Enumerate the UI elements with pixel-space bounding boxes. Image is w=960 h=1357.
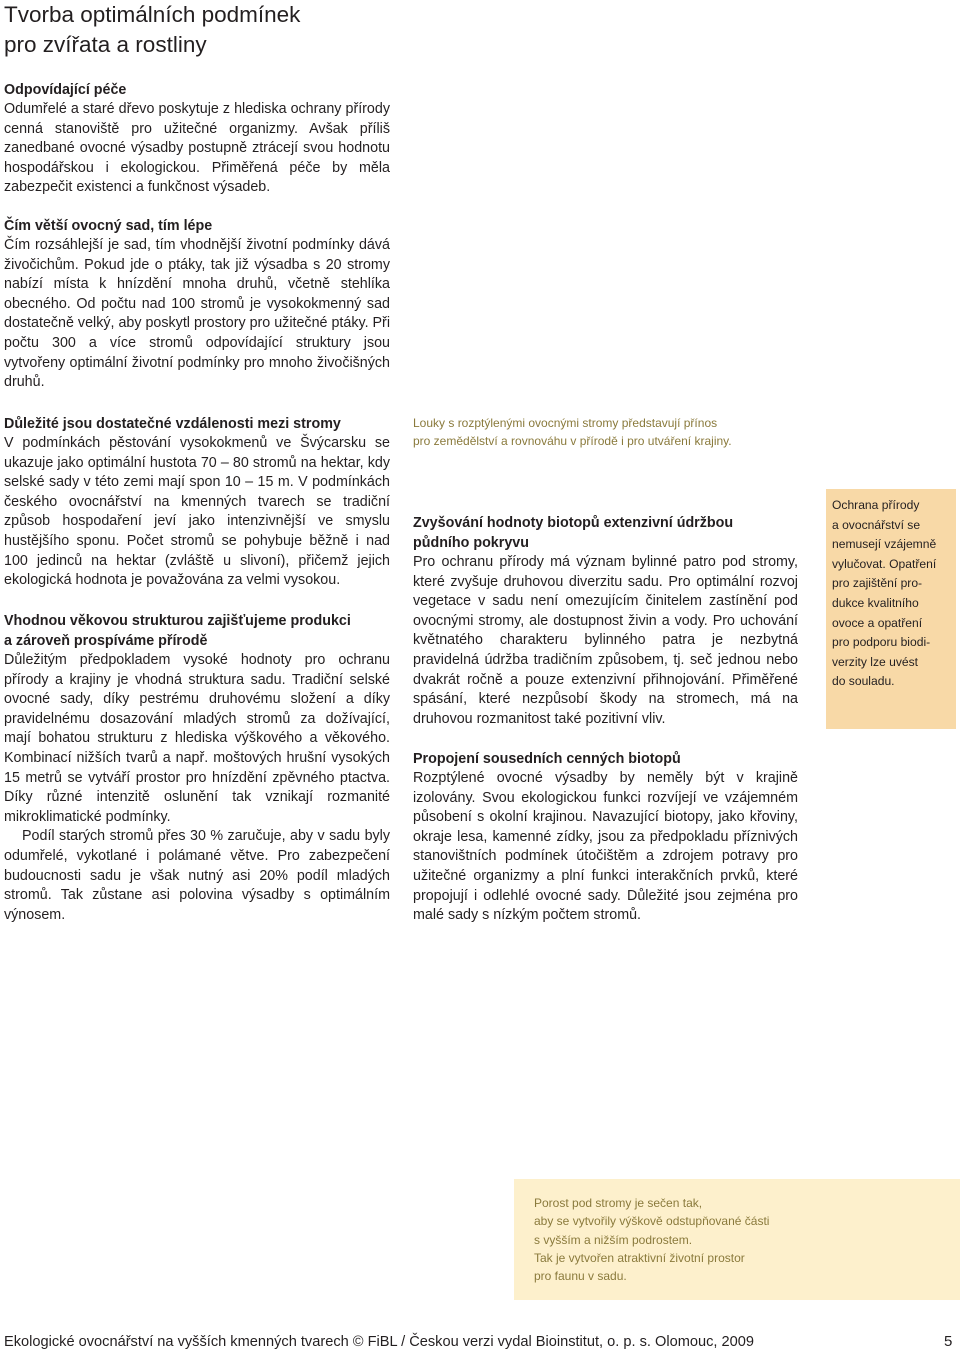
meadows-caption-line2: pro zemědělství a rovnováhu v přírodě i pro utváření krajiny. [413,434,732,449]
section-age-structure-text1: Důležitým předpokladem vysoké hodnoty pro ochranu přírody a krajiny je vhodná struktura sadu. Tradiční selské ovocné sady, díky pestrému druhovému složení a díky pravidelnému dosazování mladých stromů za dožívající, mají bohatou strukturu z hlediska výškového a věkového. Kombinací nižších tvarů a např. moštových hrušní vysokých 15 metrů se vytváří prostor pro hnízdění zpěvného ptactva. Díky různé intenzitě oslunění tak vznikají rozmanité mikroklimatické podmínky. [4,652,390,825]
photo-caption-line: Porost pod stromy je sečen tak, [534,1196,703,1210]
section-biotopes-text: Rozptýlené ovocné výsadby by neměly být v krajině izolovány. Svou ekologickou funkci rozvíjejí ve vzájemném působení s okolní krajinou. Navazující biotopy, jako křoviny, okraje lesa, kamenné zídky, jsou za předpokladu příznivých stanovištních podmínek útočištěm a zdrojem potravy pro užitečné organizmy a plní funkci interakčních prvků, které propojují i odlehlé ovocné sady. Důležité jsou zejména pro malé sady s nízkým počtem stromů. [413,770,798,924]
section-spacing-heading: Důležité jsou dostatečné vzdálenosti mezi stromy [4,416,341,432]
page-number: 5 [944,1333,953,1350]
photo-caption [534,1194,834,1285]
photo-caption-line: aby se vytvořily výškově odstupňované části [534,1214,770,1229]
page-title [4,0,564,60]
page-title-line1: Tvorba optimálních podmínek [4,2,301,27]
section-bigger-orchard-text: Čím rozsáhlejší je sad, tím vhodnější životní podmínky dává živočichům. Pokud jde o ptáky, tak již výsadba s 20 stromy nabízí místa k hnízdění mnoha druhů, včetně stehlíka obecného. Od počtu nad 100 stromů je vysokokmenný sad dostatečně velký, aby poskytl prostory pro užitečné ptáky. Při počtu 300 a více stromů odpovídající struktury jsou vytvořeny optimální životní podmínky pro mnoho živočišných druhů. [4,237,390,391]
page-footer: Ekologické ovocnářství na vyšších kmenných tvarech © FiBL / Českou verzi vydal Bioinstitut, o. p. s. Olomouc, 2009 [4,1334,754,1350]
sidebox-line: verzity lze uvést [832,654,919,669]
section-care-text: Odumřelé a staré dřevo poskytuje z hlediska ochrany přírody cenná stanoviště pro užitečné organizmy. Avšak příliš zanedbané ovocné výsadby postupně ztrácejí svou hodnotu hospodářskou i ekologickou. Přiměřená péče by měla zabezpečit existenci a funkčnost výsadeb. [4,101,390,196]
meadows-caption-line1: Louky s rozptýlenými ovocnými stromy představují přínos [413,416,718,430]
page-title-line2: pro zvířata a rostliny [4,32,207,57]
photo-caption-line: s vyšším a nižším podrostem. [534,1232,693,1247]
photo-caption-line: Tak je vytvořen atraktivní životní prostor [534,1250,745,1265]
section-spacing [4,414,390,591]
sidebox-line: a ovocnářství se [832,517,921,532]
section-age-structure-heading-line1: Vhodnou věkovou strukturou zajišťujeme produkci [4,613,351,629]
section-age-structure-text2: Podíl starých stromů přes 30 % zaručuje, aby v sadu byly odumřelé, vykotlané i polámané větve. Pro zabezpečení budoucnosti sadu je však nutný asi 20% podíl mladých stromů. Tak zůstane asi polovina výsadby s optimálním výnosem. [4,828,390,923]
info-sidebox [826,489,956,729]
section-soil-cover-heading [413,513,798,553]
meadows-caption [413,414,813,450]
section-age-structure-heading [4,611,390,651]
section-age-structure [4,611,390,925]
sidebox-line: nemusejí vzájemně [832,537,937,552]
section-bigger-orchard-heading: Čím větší ovocný sad, tím lépe [4,218,213,234]
section-soil-cover-heading-line2: půdního pokryvu [413,535,529,551]
sidebox-line: pro zajištění pro- [832,576,923,591]
sidebox-line: do souladu. [832,674,895,689]
section-care-heading: Odpovídající péče [4,82,127,98]
section-care [4,80,390,198]
section-soil-cover-text: Pro ochranu přírody má význam bylinné patro pod stromy, které zvyšuje druhovou diverzitu sadu. Pro optimální rozvoj vegetace v sadu není omezujícím činitelem zastínění pod ovocnými stromy, ale dostupnost živin a vody. Pro uchování květnatého charakteru bylinného patra je nezbytná pravidelná údržba tradičním způsobem, tj. seč jednou nebo dvakrát ročně a pouze extenzivní přihnojování. Přiměřené spásání, které nezpůsobí škody na stromech, má na druhovou rozmanitost také pozitivní vliv. [413,554,798,727]
section-soil-cover-heading-line1: Zvyšování hodnoty biotopů extenzivní údržbou [413,515,734,531]
sidebox-line: vylučovat. Opatření [832,556,937,571]
section-soil-cover [413,513,798,729]
sidebox-line: Ochrana přírody [832,498,920,512]
sidebox-line: dukce kvalitního [832,595,919,610]
section-age-structure-heading-line2: a zároveň prospíváme přírodě [4,633,208,649]
sidebox-line: ovoce a opatření [832,615,923,630]
section-bigger-orchard [4,216,390,393]
sidebox-line: pro podporu biodi- [832,635,931,650]
photo-caption-line: pro faunu v sadu. [534,1269,627,1284]
section-biotopes [413,749,798,926]
section-spacing-text: V podmínkách pěstování vysokokmenů ve Švýcarsku se ukazuje jako optimální hustota 70 – 80 stromů na hektar, kdy selské sady v této zemi mají spon 10 – 15 m. V podmínkách českého ovocnářství na kmenných tvarech se tradiční způsob hospodaření jeví jako intenzivnější ve smyslu hustějšího sponu. Počet stromů se pohybuje běžně i nad 100 jedinců na hektar (zvláště u slivoní), přičemž jejich ekologická hodnota je považována za velmi vysokou. [4,435,390,589]
section-biotopes-heading: Propojení sousedních cenných biotopů [413,751,681,767]
